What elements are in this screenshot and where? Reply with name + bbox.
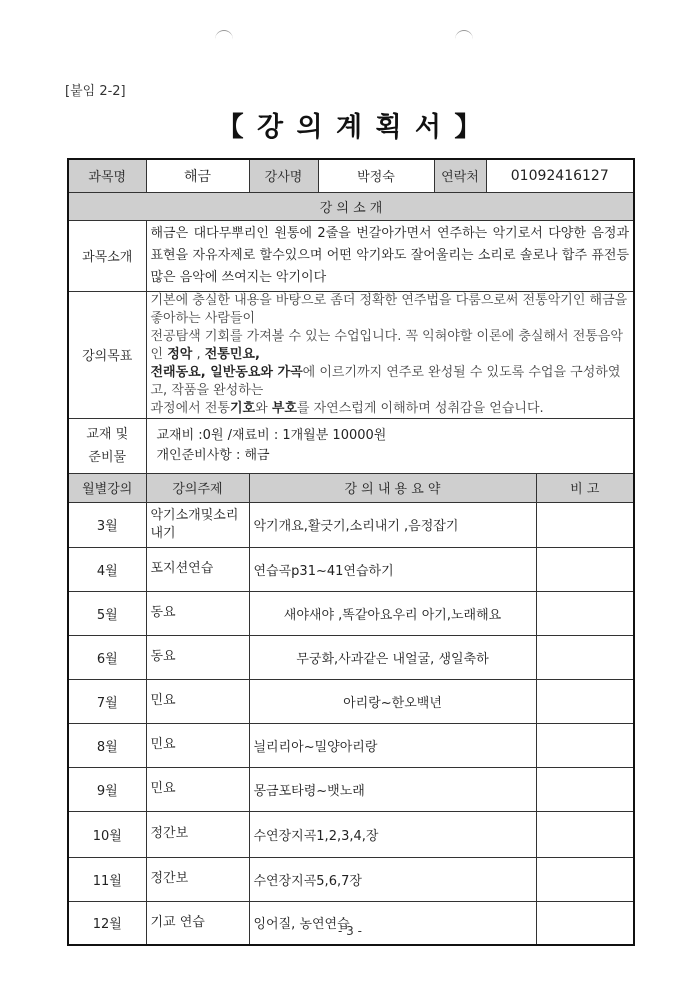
goal-line-1: 기본에 충실한 내용을 바탕으로 좀더 정확한 연주법을 다룸으로써 전통악기인 해금을 좋아하는 사람들이: [150, 292, 628, 326]
schedule-row: [68, 767, 634, 811]
instructor-label: 강사명: [249, 159, 318, 192]
content-cell: 몽금포타령~뱃노래: [249, 767, 536, 811]
note-cell: [536, 811, 634, 857]
note-cell: [536, 591, 634, 635]
subject-value: 해금: [146, 159, 249, 192]
month-cell: 6월: [68, 635, 146, 679]
topic-cell: 정간보: [146, 857, 249, 901]
note-cell: [536, 635, 634, 679]
course-intro-text: 해금은 대다무뿌리인 원통에 2줄을 번갈아가면서 연주하는 악기로서 다양한 음정과표현을 자유자제로 할수있으며 어떤 악기와도 잘어울리는 소리로 솔로나 합주 퓨전등 많은 음악에 쓰여지는 악기이다: [146, 220, 634, 291]
goal-term: 정악: [167, 346, 193, 362]
materials-row: [68, 418, 634, 473]
lecture-plan-table: [67, 158, 635, 946]
schedule-row: [68, 857, 634, 901]
topic-cell: 민요: [146, 679, 249, 723]
topic-cell: 동요: [146, 635, 249, 679]
topic-cell: 민요: [146, 767, 249, 811]
intro-section-header: 강 의 소 개: [68, 192, 634, 220]
month-cell: 3월: [68, 502, 146, 547]
course-intro-label: 과목소개: [68, 220, 146, 291]
schedule-row: [68, 811, 634, 857]
topic-cell: 정간보: [146, 811, 249, 857]
goal-term: 전통민요,: [204, 346, 260, 362]
content-cell: 수연장지곡1,2,3,4,장: [249, 811, 536, 857]
content-cell: 수연장지곡5,6,7장: [249, 857, 536, 901]
note-cell: [536, 767, 634, 811]
instructor-value: 박정숙: [318, 159, 434, 192]
topic-cell: 동요: [146, 591, 249, 635]
month-cell: 4월: [68, 547, 146, 591]
punch-hole-mark: [215, 30, 233, 49]
punch-hole-mark: [455, 30, 473, 49]
topic-column-header: 강의주제: [146, 473, 249, 502]
course-goal-text: 기본에 충실한 내용을 바탕으로 좀더 정확한 연주법을 다룸으로써 전통악기인 해금을 좋아하는 사람들이 전공탐색 기회를 가져볼 수 있는 수업입니다. 꼭 익혀야할 이론에 충실해서 전통음악인 정악 , 전통민요, 전래동요, 일반동요와 가곡에 이르기까지 연주로 완성될 수 있도록 수업을 구성하였고, 작품을 완성하는 과정에서 전통기호와 부호를 자연스럽게 이해하며 성취감을 얻습니다.: [146, 291, 634, 418]
content-column-header: 강 의 내 용 요 약: [249, 473, 536, 502]
note-cell: [536, 901, 634, 945]
goal-term: 부호: [271, 400, 297, 416]
schedule-row: [68, 547, 634, 591]
goal-line-3: 에 이르기까지 연주로 완성될 수 있도록 수업을 구성하였고, 작품을 완성하는: [150, 364, 621, 398]
attachment-label: [붙임 2-2]: [65, 84, 126, 99]
month-cell: 12월: [68, 901, 146, 945]
schedule-row: [68, 723, 634, 767]
goal-line-2: 전공탐색 기회를 가져볼 수 있는 수업입니다. 꼭 익혀야할 이론에 충실해서 전통음악인: [150, 328, 623, 362]
note-column-header: 비 고: [536, 473, 634, 502]
contact-value: 01092416127: [486, 159, 634, 192]
goal-line-4: 과정에서 전통: [150, 400, 230, 416]
document-title: 【 강 의 계 획 서 】: [216, 112, 484, 143]
schedule-row: [68, 679, 634, 723]
goal-term: 전래동요, 일반동요와 가곡: [150, 364, 303, 380]
contact-label: 연락처: [434, 159, 486, 192]
month-column-header: 월별강의: [68, 473, 146, 502]
content-cell: 무궁화,사과같은 내얼굴, 생일축하: [249, 635, 536, 679]
schedule-row: [68, 901, 634, 945]
topic-cell: 민요: [146, 723, 249, 767]
content-cell: 새야새야 ,똑같아요우리 아기,노래해요: [249, 591, 536, 635]
schedule-row: [68, 502, 634, 547]
content-cell: 악기개요,활긋기,소리내기 ,음정잡기: [249, 502, 536, 547]
info-row: [68, 159, 634, 192]
page-number: - 3 -: [338, 924, 362, 938]
content-cell: 늴리리아~밀양아리랑: [249, 723, 536, 767]
month-cell: 10월: [68, 811, 146, 857]
materials-line-2: 개인준비사항 : 해금: [156, 447, 270, 463]
content-cell: 잉어질, 농연연습: [249, 901, 536, 945]
materials-label: 교재 및 준비물: [68, 418, 146, 473]
course-goal-label: 강의목표: [68, 291, 146, 418]
month-cell: 9월: [68, 767, 146, 811]
month-cell: 11월: [68, 857, 146, 901]
note-cell: [536, 502, 634, 547]
schedule-row: [68, 591, 634, 635]
topic-cell: 포지션연습: [146, 547, 249, 591]
materials-line-1: 교재비 :0원 /재료비 : 1개월분 10000원: [156, 427, 387, 443]
schedule-row: [68, 635, 634, 679]
intro-header-row: [68, 192, 634, 220]
topic-cell: 기교 연습: [146, 901, 249, 945]
note-cell: [536, 857, 634, 901]
note-cell: [536, 723, 634, 767]
content-cell: 아리랑~한오백년: [249, 679, 536, 723]
course-goal-row: [68, 291, 634, 418]
materials-text: [146, 418, 634, 473]
subject-label: 과목명: [68, 159, 146, 192]
month-cell: 7월: [68, 679, 146, 723]
goal-term: 기호: [229, 400, 256, 416]
content-cell: 연습곡p31~41연습하기: [249, 547, 536, 591]
month-cell: 5월: [68, 591, 146, 635]
course-intro-row: [68, 220, 634, 291]
note-cell: [536, 679, 634, 723]
month-cell: 8월: [68, 723, 146, 767]
schedule-header-row: [68, 473, 634, 502]
topic-cell: 악기소개및소리내기: [146, 502, 249, 547]
note-cell: [536, 547, 634, 591]
